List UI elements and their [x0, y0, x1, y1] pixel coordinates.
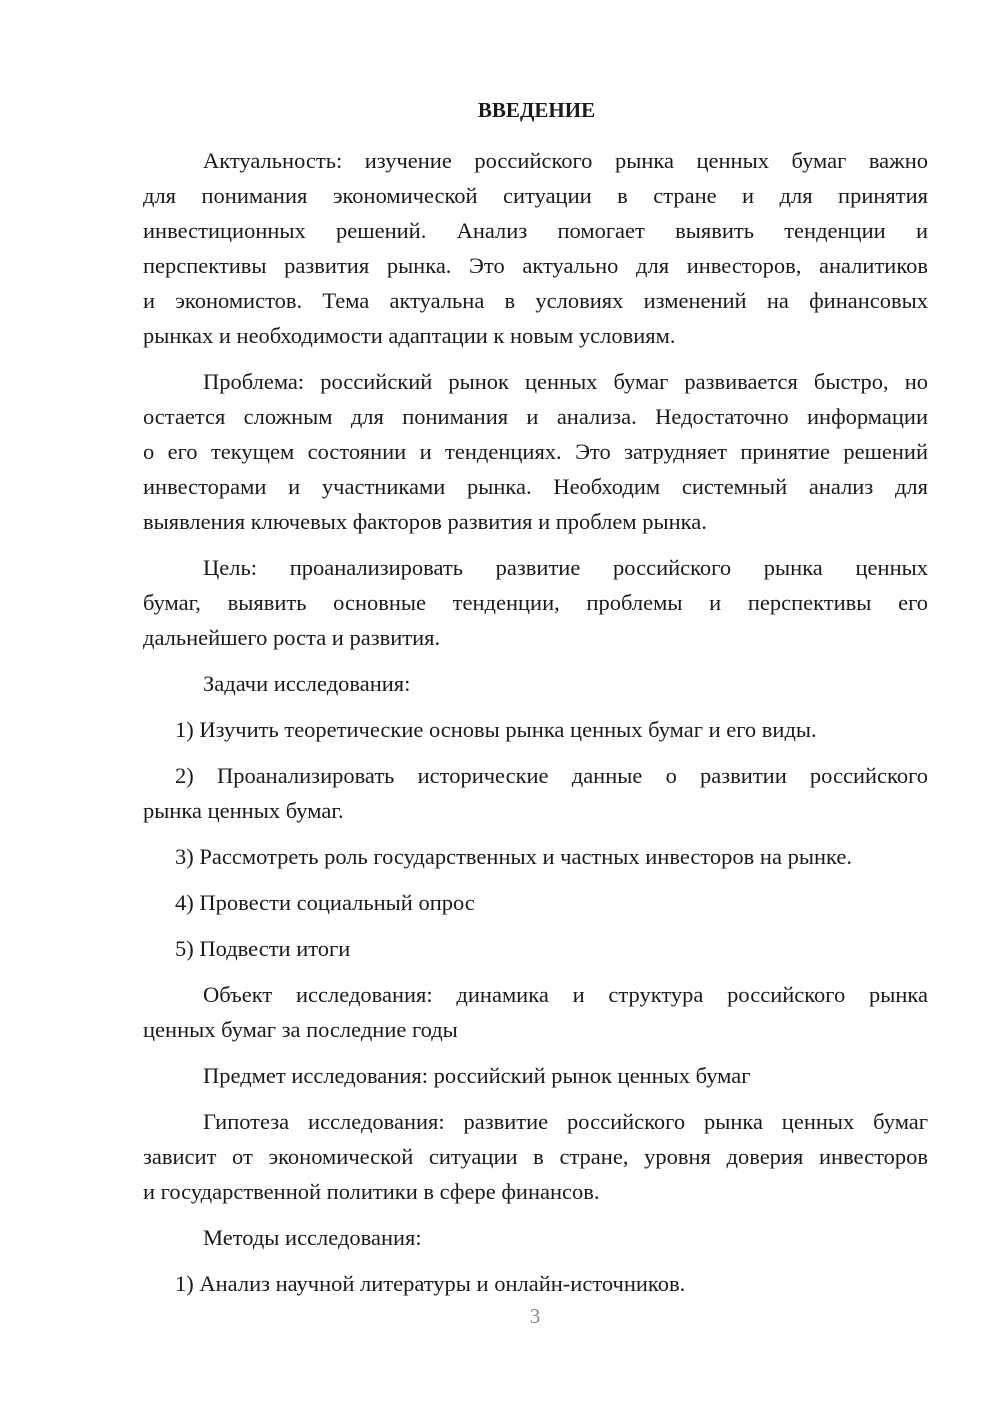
- paragraph: [143, 1220, 928, 1255]
- list-item: [143, 885, 928, 920]
- list-item: [143, 1266, 928, 1301]
- paragraph: [143, 1104, 928, 1209]
- text-line: Цель: проанализировать развитие российского рынка ценных: [203, 555, 928, 580]
- text-line: и экономистов. Тема актуальна в условиях изменений на финансовых: [143, 288, 928, 313]
- text-line: Проблема: российский рынок ценных бумаг развивается быстро, но: [203, 369, 928, 394]
- section-title: ВВЕДЕНИЕ: [477, 98, 596, 122]
- text-line: Объект исследования: динамика и структура российского рынка: [203, 982, 928, 1007]
- paragraph: [143, 550, 928, 655]
- text-line: 2) Проанализировать исторические данные о развитии российского: [175, 763, 928, 788]
- text-line: и государственной политики в сфере финансов.: [143, 1179, 600, 1204]
- text-line: Предмет исследования: российский рынок ценных бумаг: [203, 1063, 751, 1088]
- list-item: [143, 839, 928, 874]
- text-line: бумаг, выявить основные тенденции, проблемы и перспективы его: [143, 590, 928, 615]
- text-line: рынках и необходимости адаптации к новым условиям.: [143, 323, 676, 348]
- text-line: остается сложным для понимания и анализа. Недостаточно информации: [143, 404, 928, 429]
- document-body: [143, 143, 928, 1301]
- document-page: [143, 93, 928, 1301]
- text-line: Методы исследования:: [203, 1225, 422, 1250]
- text-line: Гипотеза исследования: развитие российского рынка ценных бумаг: [203, 1109, 928, 1134]
- text-line: выявления ключевых факторов развития и проблем рынка.: [143, 509, 707, 534]
- list-item: [143, 758, 928, 828]
- paragraph: [143, 364, 928, 539]
- paragraph: [143, 1058, 928, 1093]
- paragraph: [143, 666, 928, 701]
- page-number: 3: [529, 1304, 541, 1328]
- text-line: 3) Рассмотреть роль государственных и частных инвесторов на рынке.: [175, 844, 852, 869]
- paragraph: [143, 143, 928, 353]
- text-line: дальнейшего роста и развития.: [143, 625, 441, 650]
- list-item: [143, 712, 928, 747]
- paragraph: [143, 977, 928, 1047]
- list-item: [143, 931, 928, 966]
- text-line: о его текущем состоянии и тенденциях. Это затрудняет принятие решений: [143, 439, 928, 464]
- text-line: Актуальность: изучение российского рынка ценных бумаг важно: [203, 148, 928, 173]
- text-line: 1) Изучить теоретические основы рынка ценных бумаг и его виды.: [175, 717, 817, 742]
- text-line: инвесторами и участниками рынка. Необходим системный анализ для: [143, 474, 928, 499]
- text-line: 1) Анализ научной литературы и онлайн-источников.: [175, 1271, 686, 1296]
- text-line: рынка ценных бумаг.: [143, 798, 344, 823]
- text-line: Задачи исследования:: [203, 671, 411, 696]
- text-line: 5) Подвести итоги: [175, 936, 351, 961]
- text-line: инвестиционных решений. Анализ помогает выявить тенденции и: [143, 218, 928, 243]
- text-line: 4) Провести социальный опрос: [175, 890, 475, 915]
- text-line: для понимания экономической ситуации в стране и для принятия: [143, 183, 928, 208]
- text-line: зависит от экономической ситуации в стране, уровня доверия инвесторов: [143, 1144, 928, 1169]
- text-line: ценных бумаг за последние годы: [143, 1017, 458, 1042]
- text-line: перспективы развития рынка. Это актуально для инвесторов, аналитиков: [143, 253, 928, 278]
